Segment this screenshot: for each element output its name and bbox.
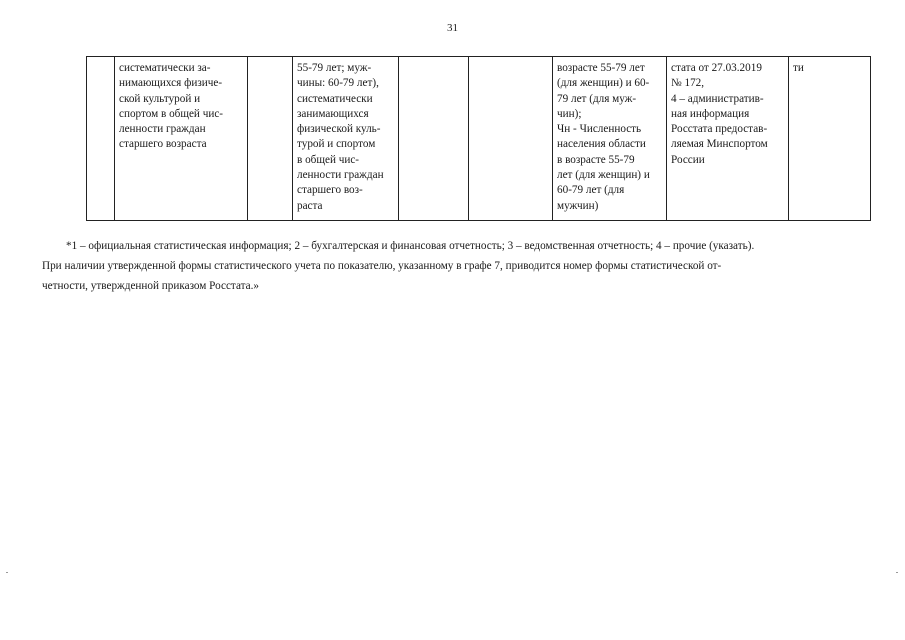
- footnote-line: *1 – официальная статистическая информация; 2 – бухгалтерская и финансовая отчетность; 3 – ведомственная отчетность; 4 – прочие (указать).: [66, 240, 755, 252]
- cell-text-line: старшего возраста: [119, 138, 207, 151]
- cell-text-line: раста: [297, 199, 323, 212]
- cell-text-line: мужчин): [557, 199, 599, 212]
- cell-text-line: лет (для женщин) и: [557, 169, 650, 182]
- cell-text-line: России: [671, 153, 705, 166]
- scan-artifact: [6, 572, 8, 573]
- table-row: [87, 57, 871, 221]
- table-cell-9: [789, 57, 871, 221]
- table-cell-formula: [553, 57, 667, 221]
- table-cell-1: [87, 57, 115, 221]
- cell-text-line: ляемая Минспортом: [671, 138, 768, 151]
- cell-text-line: № 172,: [671, 77, 705, 90]
- table-cell-5: [399, 57, 469, 221]
- cell-text-line: нимающихся физиче-: [119, 77, 223, 90]
- page-number: 31: [447, 22, 458, 34]
- cell-text-line: систематически: [297, 92, 373, 105]
- cell-text-line: старшего воз-: [297, 184, 363, 197]
- cell-text-line: чин);: [557, 107, 582, 120]
- table-cell-indicator-name: [115, 57, 248, 221]
- footnote-line: При наличии утвержденной формы статистического учета по показателю, указанному в графе 7, приводится номер формы статистической от-: [42, 260, 722, 272]
- footnote-line: четности, утвержденной приказом Росстата.»: [42, 280, 260, 292]
- table-cell-definition: [293, 57, 399, 221]
- table-cell-source: [667, 57, 789, 221]
- cell-text-line: ти: [793, 62, 804, 74]
- cell-text-line: Чн - Численность: [557, 123, 642, 136]
- cell-text-line: Росстата предостав-: [671, 123, 768, 136]
- cell-text-line: стата от 27.03.2019: [671, 62, 762, 74]
- cell-text-line: спортом в общей чис-: [119, 107, 224, 120]
- cell-text-line: 55-79 лет; муж-: [297, 62, 372, 74]
- table-cell-3: [248, 57, 293, 221]
- cell-text-line: систематически за-: [119, 62, 211, 74]
- cell-text-line: ской культурой и: [119, 92, 201, 105]
- cell-text-line: физической куль-: [297, 123, 381, 136]
- cell-text-line: (для женщин) и 60-: [557, 77, 650, 90]
- cell-text-line: населения области: [557, 138, 646, 151]
- indicator-table: [86, 56, 871, 221]
- cell-text-line: чины: 60-79 лет),: [297, 77, 379, 90]
- scan-artifact: [896, 572, 898, 573]
- cell-text-line: в общей чис-: [297, 153, 360, 166]
- cell-text-line: ная информация: [671, 107, 750, 120]
- cell-text-line: занимающихся: [297, 107, 369, 120]
- cell-text-line: в возрасте 55-79: [557, 153, 635, 166]
- cell-text-line: возрасте 55-79 лет: [557, 62, 645, 74]
- cell-text-line: ленности граждан: [297, 169, 384, 182]
- cell-text-line: турой и спортом: [297, 138, 376, 151]
- table-cell-6: [469, 57, 553, 221]
- cell-text-line: 60-79 лет (для: [557, 184, 625, 197]
- cell-text-line: 79 лет (для муж-: [557, 92, 637, 105]
- cell-text-line: 4 – административ-: [671, 92, 764, 105]
- cell-text-line: ленности граждан: [119, 123, 206, 136]
